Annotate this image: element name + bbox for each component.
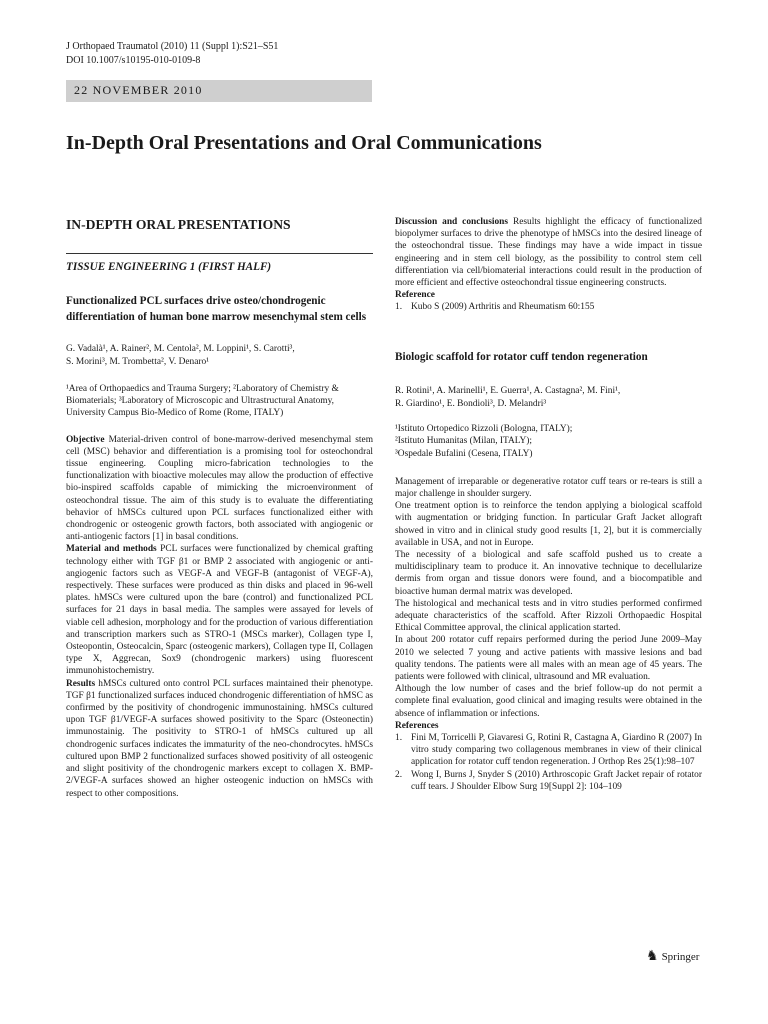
right-column	[395, 216, 702, 793]
journal-header	[66, 40, 278, 68]
discussion-label: Discussion and conclusions	[395, 217, 509, 227]
affiliations	[395, 423, 702, 460]
abstract-body	[66, 434, 373, 800]
references-heading-text: References	[395, 720, 439, 731]
methods-paragraph	[66, 543, 373, 677]
body-paragraph: One treatment option is to reinforce the tendon applying a biological scaffold with augmentation or bridging function. In particular Graft Jacket allograft showed in vitro and in clinical study good results [1, 2], but it is commercially available in USA, and not in Europe.	[395, 501, 702, 548]
section-heading: IN-DEPTH ORAL PRESENTATIONS	[66, 217, 291, 232]
results-label: Results	[66, 678, 96, 689]
article-title: Biologic scaffold for rotator cuff tendon regeneration	[395, 350, 648, 363]
date-text: 22 NOVEMBER 2010	[74, 83, 203, 97]
date-banner	[66, 80, 372, 102]
reference-number: 1.	[395, 733, 403, 743]
body-paragraph: Although the low number of cases and the brief follow-up do not permit a complete final evaluation, good clinical and imaging results were obtained in the absence of inflammation or infections.	[395, 684, 702, 719]
springer-horse-icon: ♞	[646, 949, 659, 964]
results-paragraph	[66, 678, 373, 800]
reference-text: Wong I, Burns J, Snyder S (2010) Arthroscopic Graft Jacket repair of rotator cuff tears. J Shoulder Elbow Surg 19[Suppl 2]: 104–109	[411, 769, 702, 792]
reference-text: Kubo S (2009) Arthritis and Rheumatism 60:155	[411, 302, 595, 313]
body-paragraph: The necessity of a biological and safe scaffold pushed us to create a multidisciplinary team to produce it. An innovative technique to decellularize dermis from organ and tissue donors were found, and a biocompatible and bioactive human dermal matrix was developed.	[395, 549, 702, 597]
body-paragraph: Management of irreparable or degenerative rotator cuff tears or re-tears is still a major challenge in shoulder surgery.	[395, 476, 702, 499]
author-list	[66, 343, 373, 369]
discussion-paragraph	[395, 216, 702, 289]
page-title: In-Depth Oral Presentations and Oral Communications	[66, 132, 542, 154]
objective-label: Objective	[66, 434, 105, 445]
author-line: G. Vadalà¹, A. Rainer², M. Centola², M. Loppini¹, S. Carotti³,	[66, 344, 295, 354]
body-paragraph: The histological and mechanical tests and in vitro studies performed confirmed adequate characteristics of the scaffold. After Rizzoli Orthopaedic Hospital Ethical Committee approval, the clinical application started.	[395, 598, 702, 634]
reference-number: 2.	[395, 769, 403, 780]
objective-paragraph	[66, 434, 373, 544]
journal-citation: J Orthopaed Traumatol (2010) 11 (Suppl 1):S21–S51	[66, 41, 279, 52]
author-line: S. Morini³, M. Trombetta², V. Denaro¹	[66, 357, 209, 367]
references-heading	[395, 720, 702, 732]
results-text: hMSCs cultured onto control PCL surfaces maintained their phenotype. TGF β1 functionalized surfaces induced chondrogenic differentiation of hMSC as confirmed by the positivity of chondrogenic immunostaining. hMSCs cultured upon TGF β1/VEGF-A surfaces showed positivity to the Sparc (Osteonectin) immunostainig. The positivity to STRO-1 of hMSCs cultured up all chondrogenic surfaces indicates the immaturity of the neo-chondrocytes. hMSCs cultured upon BMP 2 functionalized surfaces showed positivity of all osteogenic and slight positivity of the chondrogenic markers except to collagen X. BMP-2/VEGF-A surfaces showed an higher osteogenic induction on hMSCs with respect to other compositions.	[66, 678, 373, 799]
left-column	[66, 216, 373, 800]
section-divider	[66, 253, 373, 254]
affiliation-line: ²Istituto Humanitas (Milan, ITALY);	[395, 436, 533, 447]
affiliation-line: ¹Istituto Ortopedico Rizzoli (Bologna, ITALY);	[395, 424, 573, 435]
reference-item	[395, 769, 702, 793]
reference-text: Fini M, Torricelli P, Giavaresi G, Rotini R, Castagna A, Giardino R (2007) In vitro study comparing two collagenous membranes in view of their clinical application for rotator cuff tendon regeneration. J Orthop Res 25(1):98–107	[411, 733, 702, 768]
reference-heading	[395, 289, 702, 301]
affiliation-line: ³Ospedale Bufalini (Cesena, ITALY)	[395, 448, 533, 459]
objective-text: Material-driven control of bone-marrow-derived mesenchymal stem cell (MSC) behavior and differentiation is a promising tool for osteochondral tissue engineering. Coupling micro-fabrication technologies to the functionalization with bioactive molecules may allow the production of effective bio-inspired scaffolds capable of mimicking the microenvironment of osteochondral tissue. The aim of this study is to evaluate the differentiating behavior of hMSCs cultured upon PCL surfaces functionalized either with chondrogenic or osteogenic growth factors, both associated with angiogenic or anti-antiogenic factors [1] in basal conditions.	[66, 434, 373, 543]
abstract-body	[395, 476, 702, 793]
doi: DOI 10.1007/s10195-010-0109-8	[66, 55, 201, 66]
reference-heading-text: Reference	[395, 290, 435, 301]
discussion-text: Results highlight the efficacy of functionalized biopolymer surfaces to drive the phenotype of hMSCs into the desired lineage of the osteochondral tissue. These findings may have a wide impact in tissue engineering and in stem cell biology, as the possibility to control stem cell differentiation via cell/biomaterial interactions could result in the production of more efficient and effective osteochondral tissue engineering constructs.	[395, 217, 702, 289]
subsection-heading: TISSUE ENGINEERING 1 (FIRST HALF)	[66, 261, 272, 273]
author-list	[395, 385, 702, 411]
body-paragraph: In about 200 rotator cuff repairs performed during the period June 2009–May 2010 we selected 7 young and active patients with massive lesions and bad quality tendons. The patients were all males with an mean age of 45 years. The patients were followed with clinical, ultrasound and MR evaluation.	[395, 635, 702, 682]
reference-item	[395, 301, 702, 313]
author-line: R. Rotini¹, A. Marinelli¹, E. Guerra¹, A. Castagna², M. Fini¹,	[395, 386, 621, 397]
reference-number: 1.	[395, 302, 403, 313]
publisher-footer	[646, 948, 699, 965]
reference-item	[395, 732, 702, 769]
publisher-name: Springer	[661, 951, 700, 963]
reference-list	[395, 301, 702, 313]
affiliations: ¹Area of Orthopaedics and Trauma Surgery; ²Laboratory of Chemistry & Biomaterials; ³Laboratory of Microscopic and Ultrastructural Anatomy, University Campus Bio-Medico of Rome (Rome, ITALY)	[66, 384, 339, 419]
reference-list	[395, 732, 702, 793]
methods-label: Material and methods	[66, 544, 157, 555]
article-title: Functionalized PCL surfaces drive osteo/chondrogenic differentiation of human bone marrow mesenchymal stem cells	[66, 295, 367, 323]
author-line: R. Giardino¹, E. Bondioli³, D. Melandri³	[395, 399, 547, 410]
methods-text: PCL surfaces were functionalized by chemical grafting technology either with TGF β1 or BMP 2 associated with angiogenic or anti-angiogenic factors such as VEGF-A and VEGF-B (antagonist of VEGF-A), respectively. These surfaces were produced as thin disks and placed in 96-well plates. hMSCs were cultured upon the bare (control) and functionalized PCL surfaces for 21 days in basal media. The samples were assayed for levels of viable cell adhesion, morphology and for the production of various differentiation and transcription markers such as STRO-1 (MSCs marker), Collagen type I, Osteopontin, Osteocalcin, Sparc (osteogenic markers), Collagen type II, Collagen type X, Aggrecan, Sox9 (chondrogenic markers) using fluorescent immunohistochemistry.	[66, 544, 373, 677]
